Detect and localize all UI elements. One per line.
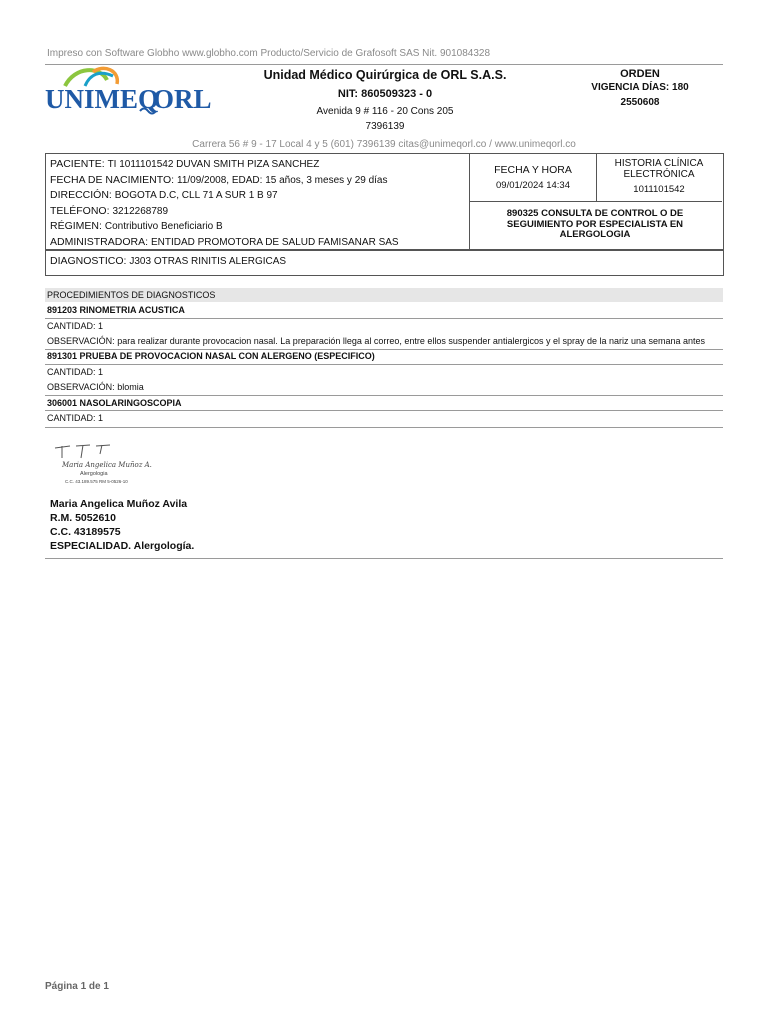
printed-by-text: Impreso con Software Globho www.globho.com Producto/Servicio de Grafosoft SAS Nit. 901084328 [47,48,491,59]
validity-label: VIGENCIA DÍAS: [591,82,670,93]
history-label: HISTORIA CLÍNICA ELECTRÓNICA [614,158,704,180]
secondary-contact: Carrera 56 # 9 - 17 Local 4 y 5 (601) 7396139 citas@unimeqorl.co / www.unimeqorl.co [192,139,576,150]
procedure-1-title: 891203 RINOMETRIA ACUSTICA [47,305,185,315]
patient-administrator-row: ADMINISTRADORA: ENTIDAD PROMOTORA DE SALUD FAMISANAR SAS [50,235,399,248]
procedure-1-end-divider [45,349,723,350]
patient-name-row: PACIENTE: TI 1011101542 DUVAN SMITH PIZA SANCHEZ [50,158,320,170]
doctor-cc: C.C. 43189575 [50,526,121,538]
date-history-divider [596,153,597,201]
company-nit: NIT: 860509323 - 0 [337,88,433,100]
header-top-divider [45,64,723,65]
doctor-name: Maria Angelica Muñoz Avila [50,498,188,510]
order-title: ORDEN [620,68,660,80]
procedure-1-observation: OBSERVACIÓN: para realizar durante provocacion nasal. La preparación llega al correo, entre ellos suspender antialergicos y el spray de la nariz una semana antes [47,336,706,346]
patient-birth-row: FECHA DE NACIMIENTO: 11/09/2008, EDAD: 15 años, 3 meses y 29 días [50,173,388,186]
procedure-2-title: 891301 PRUEBA DE PROVOCACION NASAL CON ALERGENO (ESPECIFICO) [47,351,375,361]
stamp-name: Maria Angelica Muñoz A. [62,461,152,469]
diagnosis-row [50,255,286,267]
patient-regimen-row: RÉGIMEN: Contributivo Beneficiario B [50,220,223,232]
stamp-specialty: Alergologia [80,471,108,477]
order-number: 2550608 [620,97,660,108]
doctor-info [50,497,194,553]
validity-value: 180 [672,82,689,93]
stamp-ids: C.C. 43.189.575 RM 5-0526-10 [65,479,128,484]
procedure-3-title: 306001 NASOLARINGOSCOPIA [47,398,182,408]
handwritten-signature [50,440,150,490]
procedure-2-observation: OBSERVACIÓN: blomia [47,382,144,392]
patient-details [50,157,465,250]
procedure-2-divider [45,364,723,365]
diagnosis-label: DIAGNOSTICO: [50,255,127,267]
procedures-end-divider [45,427,723,428]
procedure-1-quantity: CANTIDAD: 1 [47,321,104,331]
patient-phone-row: TELÉFONO: 3212268789 [50,204,169,217]
company-logo [45,66,220,122]
svg-text:UNIMEQ: UNIMEQ [45,84,159,114]
procedure-1-divider [45,318,723,319]
procedure-2-quantity: CANTIDAD: 1 [47,367,104,377]
patient-address-row: DIRECCIÓN: BOGOTA D.C, CLL 71 A SUR 1 B 97 [50,189,278,201]
procedure-3-quantity: CANTIDAD: 1 [47,413,104,423]
consult-divider [469,201,722,202]
doctor-rm: R.M. 5052610 [50,512,116,524]
procedure-2-end-divider [45,395,723,396]
consult-description: 890325 CONSULTA DE CONTROL O DE SEGUIMIENTO POR ESPECIALISTA EN ALERGOLOGIA [506,208,684,240]
logo-swoosh-icon [45,66,220,122]
diagnosis-value: J303 OTRAS RINITIS ALERGICAS [129,256,287,267]
date-time-label: FECHA Y HORA [494,164,572,176]
date-time-value: 09/01/2024 14:34 [496,180,570,191]
company-address: Avenida 9 # 116 - 20 Cons 205 [316,106,454,117]
procedures-section-title: PROCEDIMIENTOS DE DIAGNOSTICOS [47,290,216,300]
company-phone: 7396139 [365,121,405,132]
page-number: Página 1 de 1 [45,981,109,992]
order-validity [565,82,715,93]
signature-end-divider [45,558,723,559]
history-value: 1011101542 [633,184,685,195]
company-name: Unidad Médico Quirúrgica de ORL S.A.S. [263,68,507,82]
procedure-3-divider [45,410,723,411]
doctor-specialty: ESPECIALIDAD. Alergología. [50,540,195,552]
svg-text:ORL: ORL [153,84,212,114]
